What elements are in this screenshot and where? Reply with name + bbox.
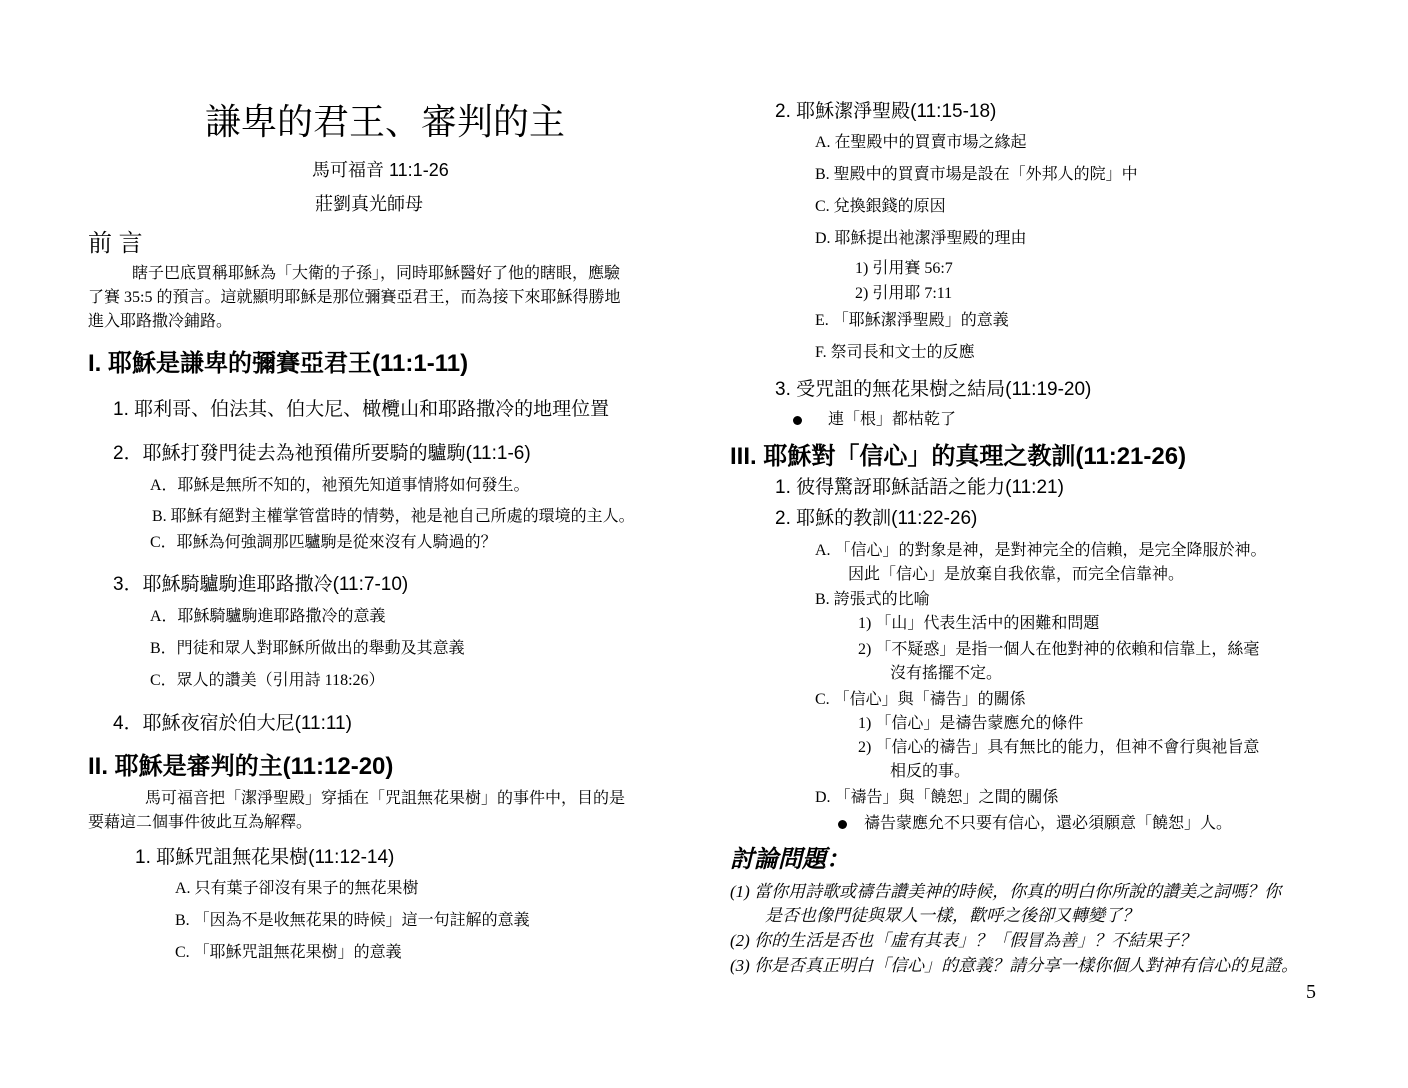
outline-item: 3. 受咒詛的無花果樹之結局(11:19-20) xyxy=(775,379,1092,400)
scripture-reference: 馬可福音 11:1-26 xyxy=(312,160,449,180)
discussion-question: (3) 你是否真正明白「信心」的意義？請分享一樣你個人對神有信心的見證。 xyxy=(730,956,1299,975)
section-2-paragraph-line: 要藉這二個事件彼此互為解釋。 xyxy=(88,814,313,831)
intro-heading: 前 言 xyxy=(88,230,143,257)
outline-subsubitem-continued: 沒有搖擺不定。 xyxy=(890,665,1003,682)
section-2-heading: II. 耶穌是審判的主(11:12-20) xyxy=(88,753,394,780)
outline-subsubitem-continued: 相反的事。 xyxy=(890,763,971,780)
outline-item: 4．耶穌夜宿於伯大尼(11:11) xyxy=(113,713,352,734)
discussion-heading: 討論問題： xyxy=(730,846,850,873)
outline-item: 3．耶穌騎驢駒進耶路撒冷(11:7-10) xyxy=(113,574,409,595)
section-1-heading: I. 耶穌是謙卑的彌賽亞君王(11:1-11) xyxy=(88,350,469,377)
intro-paragraph-line: 了賽 35:5 的預言。這就顯明耶穌是那位彌賽亞君王，而為接下來耶穌得勝地 xyxy=(88,289,621,306)
bullet-icon xyxy=(838,820,847,829)
bullet-icon xyxy=(793,416,802,425)
outline-subitem: A．耶穌是無所不知的，祂預先知道事情將如何發生。 xyxy=(150,477,530,494)
outline-subitem: D. 耶穌提出祂潔淨聖殿的理由 xyxy=(815,230,1027,247)
outline-subitem: C. 「信心」與「禱告」的關係 xyxy=(815,691,1026,708)
outline-subitem: E. 「耶穌潔淨聖殿」的意義 xyxy=(815,312,1009,329)
outline-subitem: F. 祭司長和文士的反應 xyxy=(815,344,975,361)
discussion-question-continued: 是否也像門徒與眾人一樣，歡呼之後卻又轉變了？ xyxy=(765,906,1139,925)
page-title: 謙卑的君王、審判的主 xyxy=(205,102,566,142)
outline-subitem: B. 誇張式的比喻 xyxy=(815,591,930,608)
outline-subsubitem: 禱告蒙應允不只要有信心，還必須願意「饒恕」人。 xyxy=(864,815,1233,832)
outline-subsubitem: 1) 「信心」是禱告蒙應允的條件 xyxy=(858,715,1084,732)
outline-subitem: A. 只有葉子卻沒有果子的無花果樹 xyxy=(175,880,419,897)
discussion-question: (2) 你的生活是否也「虛有其表」？「假冒為善」？不結果子？ xyxy=(730,931,1197,950)
outline-subitem: A. 「信心」的對象是神，是對神完全的信賴，是完全降服於神。 xyxy=(815,542,1267,559)
outline-subitem: B. 聖殿中的買賣市場是設在「外邦人的院」中 xyxy=(815,166,1138,183)
discussion-question: (1) 當你用詩歌或禱告讚美神的時候，你真的明白你所說的讚美之詞嗎？你 xyxy=(730,882,1282,901)
intro-paragraph-line: 進入耶路撒冷鋪路。 xyxy=(88,313,233,330)
outline-subitem: C．耶穌為何強調那匹驢駒是從來沒有人騎過的？ xyxy=(150,534,497,551)
outline-subitem: B．門徒和眾人對耶穌所做出的舉動及其意義 xyxy=(150,640,465,657)
page-number: 5 xyxy=(1306,981,1316,1003)
outline-subitem: 連「根」都枯乾了 xyxy=(828,411,957,428)
outline-subitem: D. 「禱告」與「饒恕」之間的關係 xyxy=(815,789,1059,806)
author: 莊劉真光師母 xyxy=(315,194,423,214)
outline-item: 2．耶穌打發門徒去為祂預備所要騎的驢駒(11:1-6) xyxy=(113,443,531,464)
outline-subitem: C. 「耶穌咒詛無花果樹」的意義 xyxy=(175,944,402,961)
outline-subsubitem: 1) 「山」代表生活中的困難和問題 xyxy=(858,615,1100,632)
outline-subsubitem: 2) 「不疑惑」是指一個人在他對神的依賴和信靠上，絲毫 xyxy=(858,641,1260,658)
outline-item: 2. 耶穌的教訓(11:22-26) xyxy=(775,508,978,529)
outline-subitem: B. 「因為不是收無花果的時候」這一句註解的意義 xyxy=(175,912,530,929)
outline-subitem-continued: 因此「信心」是放棄自我依靠，而完全信靠神。 xyxy=(848,566,1185,583)
outline-subsubitem: 2) 引用耶 7:11 xyxy=(855,285,953,302)
outline-item: 1. 耶穌咒詛無花果樹(11:12-14) xyxy=(135,847,395,868)
outline-subsubitem: 2) 「信心的禱告」具有無比的能力，但神不會行與祂旨意 xyxy=(858,739,1260,756)
outline-item: 2. 耶穌潔淨聖殿(11:15-18) xyxy=(775,101,997,122)
outline-subsubitem: 1) 引用賽 56:7 xyxy=(855,260,953,277)
outline-item: 1. 彼得驚訝耶穌話語之能力(11:21) xyxy=(775,477,1064,498)
outline-subitem: A. 在聖殿中的買賣市場之緣起 xyxy=(815,134,1027,151)
outline-subitem: C. 兌換銀錢的原因 xyxy=(815,198,946,215)
outline-subitem: A．耶穌騎驢駒進耶路撒冷的意義 xyxy=(150,608,386,625)
section-2-paragraph-line: 馬可福音把「潔淨聖殿」穿插在「咒詛無花果樹」的事件中，目的是 xyxy=(145,790,626,807)
intro-paragraph-line: 瞎子巴底買稱耶穌為「大衛的子孫」，同時耶穌醫好了他的瞎眼，應驗 xyxy=(132,265,621,282)
outline-item: 1. 耶利哥、伯法其、伯大尼、橄欖山和耶路撒冷的地理位置 xyxy=(113,399,610,420)
outline-subitem: B. 耶穌有絕對主權掌管當時的情勢，祂是祂自己所處的環境的主人。 xyxy=(152,508,635,525)
section-3-heading: III. 耶穌對「信心」的真理之教訓(11:21-26) xyxy=(730,443,1187,470)
outline-subitem: C．眾人的讚美（引用詩 118:26） xyxy=(150,672,385,689)
